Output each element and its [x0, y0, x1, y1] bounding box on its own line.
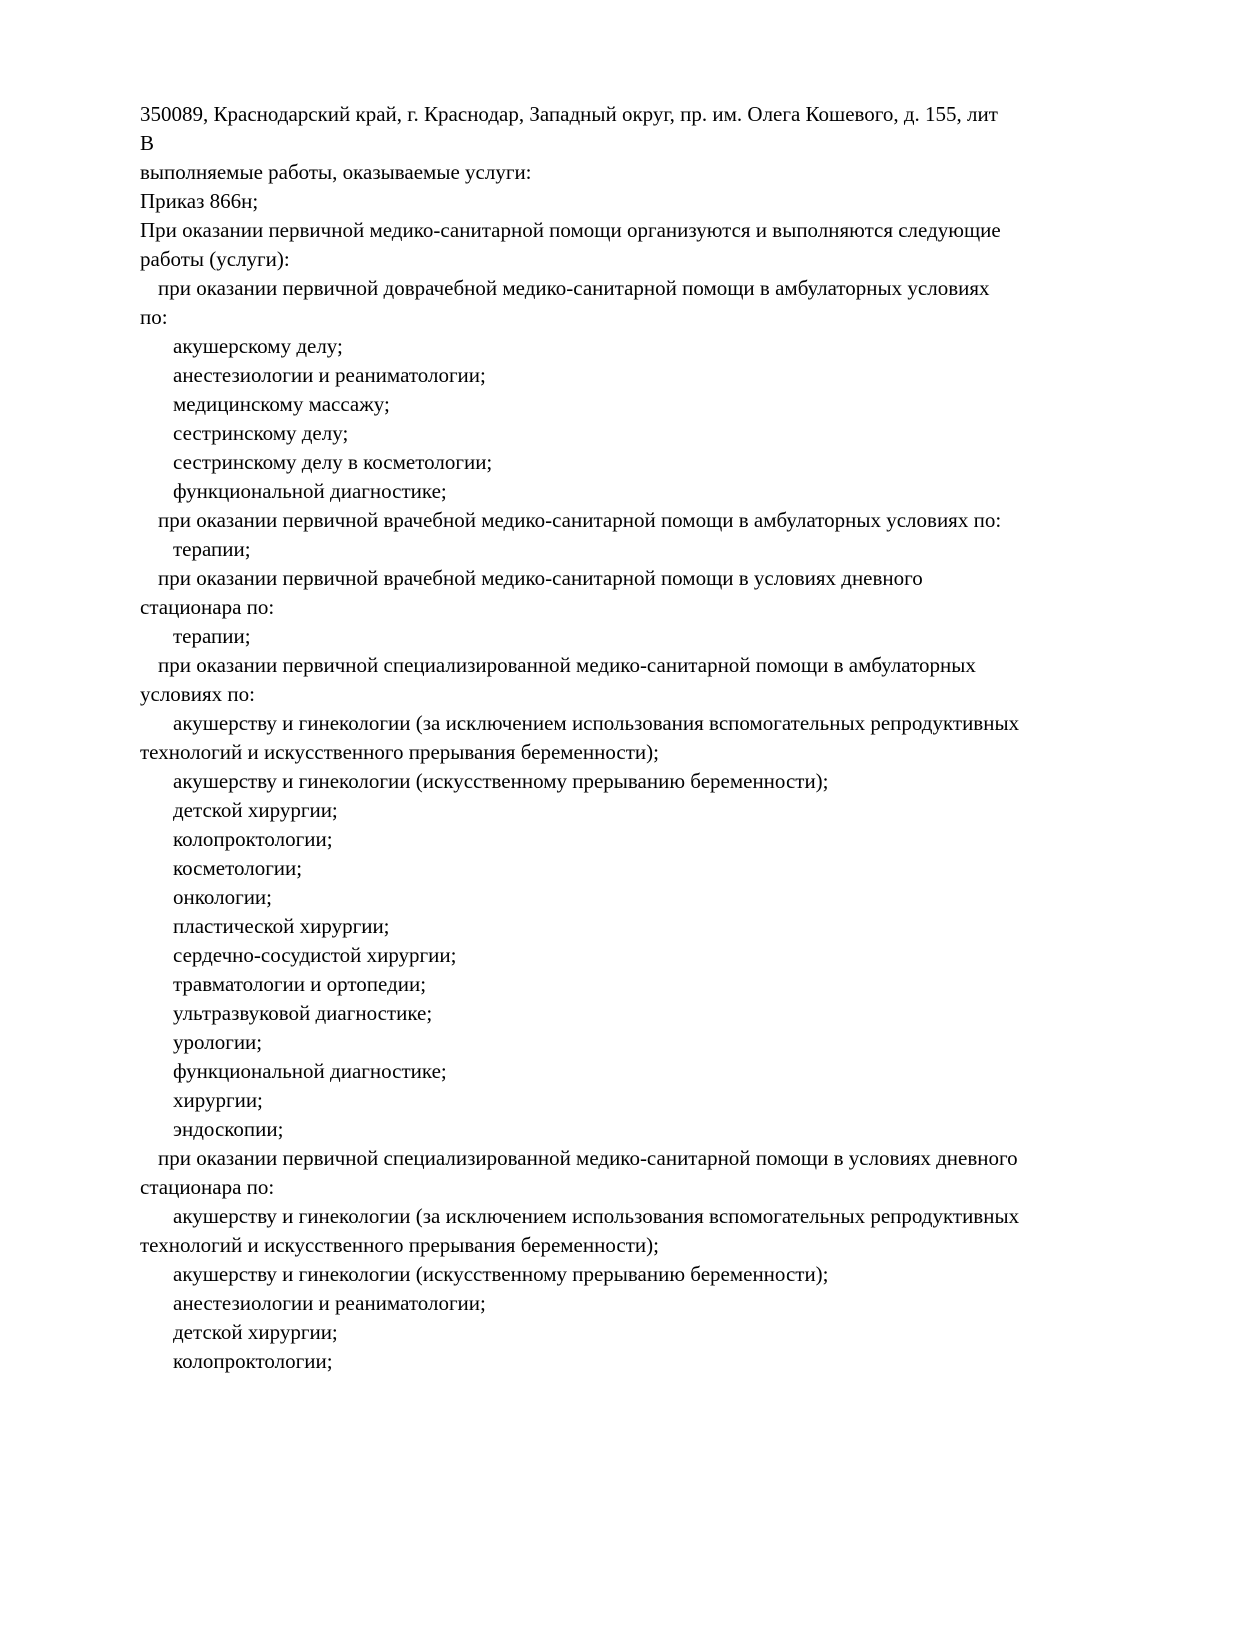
document-line: акушерству и гинекологии (искусственному прерыванию беременности); [173, 769, 829, 793]
document-line: технологий и искусственного прерывания беременности); [140, 1233, 659, 1257]
document-line: медицинскому массажу; [173, 392, 390, 416]
document-line: выполняемые работы, оказываемые услуги: [140, 160, 532, 184]
document-line: сестринскому делу в косметологии; [173, 450, 493, 474]
document-line: Приказ 866н; [140, 189, 259, 213]
document-line: по: [140, 305, 168, 329]
document-line: при оказании первичной доврачебной медико-санитарной помощи в амбулаторных условиях [158, 276, 990, 300]
document-line: сестринскому делу; [173, 421, 349, 445]
document-line: колопроктологии; [173, 827, 333, 851]
document-line: при оказании первичной специализированной медико-санитарной помощи в условиях дневного [158, 1146, 1018, 1170]
document-line: ультразвуковой диагностике; [173, 1001, 433, 1025]
document-line: акушерству и гинекологии (за исключением использования вспомогательных репродуктивных [173, 711, 1020, 735]
document-line: эндоскопии; [173, 1117, 284, 1141]
document-line: урологии; [173, 1030, 263, 1054]
document-line: работы (услуги): [140, 247, 290, 271]
document-line: хирургии; [173, 1088, 263, 1112]
document-line: сердечно-сосудистой хирургии; [173, 943, 457, 967]
document-line: колопроктологии; [173, 1349, 333, 1373]
document-line: онкологии; [173, 885, 273, 909]
document-line: при оказании первичной специализированной медико-санитарной помощи в амбулаторных [158, 653, 976, 677]
document-line: детской хирургии; [173, 1320, 338, 1344]
document-line: терапии; [173, 624, 251, 648]
document-line: функциональной диагностике; [173, 1059, 447, 1083]
document-line: При оказании первичной медико-санитарной помощи организуются и выполняются следующие [140, 218, 1001, 242]
document-line: 350089, Краснодарский край, г. Краснодар, Западный округ, пр. им. Олега Кошевого, д. 155, лит [140, 102, 998, 126]
document-line: технологий и искусственного прерывания беременности); [140, 740, 659, 764]
document-line: В [140, 131, 155, 155]
document-line: травматологии и ортопедии; [173, 972, 427, 996]
document-line: анестезиологии и реаниматологии; [173, 1291, 486, 1315]
document-line: анестезиологии и реаниматологии; [173, 363, 486, 387]
document-line: косметологии; [173, 856, 303, 880]
document-line: стационара по: [140, 595, 275, 619]
document-line: пластической хирургии; [173, 914, 390, 938]
document-line: условиях по: [140, 682, 255, 706]
document-line: терапии; [173, 537, 251, 561]
document-line: акушерству и гинекологии (за исключением использования вспомогательных репродуктивных [173, 1204, 1020, 1228]
document-line: функциональной диагностике; [173, 479, 447, 503]
document-line: акушерскому делу; [173, 334, 343, 358]
document-line: детской хирургии; [173, 798, 338, 822]
document-line: при оказании первичной врачебной медико-санитарной помощи в условиях дневного [158, 566, 923, 590]
document-body [140, 100, 1115, 1376]
document-line: при оказании первичной врачебной медико-санитарной помощи в амбулаторных условиях по: [158, 508, 1002, 532]
document-line: акушерству и гинекологии (искусственному прерыванию беременности); [173, 1262, 829, 1286]
document-line: стационара по: [140, 1175, 275, 1199]
